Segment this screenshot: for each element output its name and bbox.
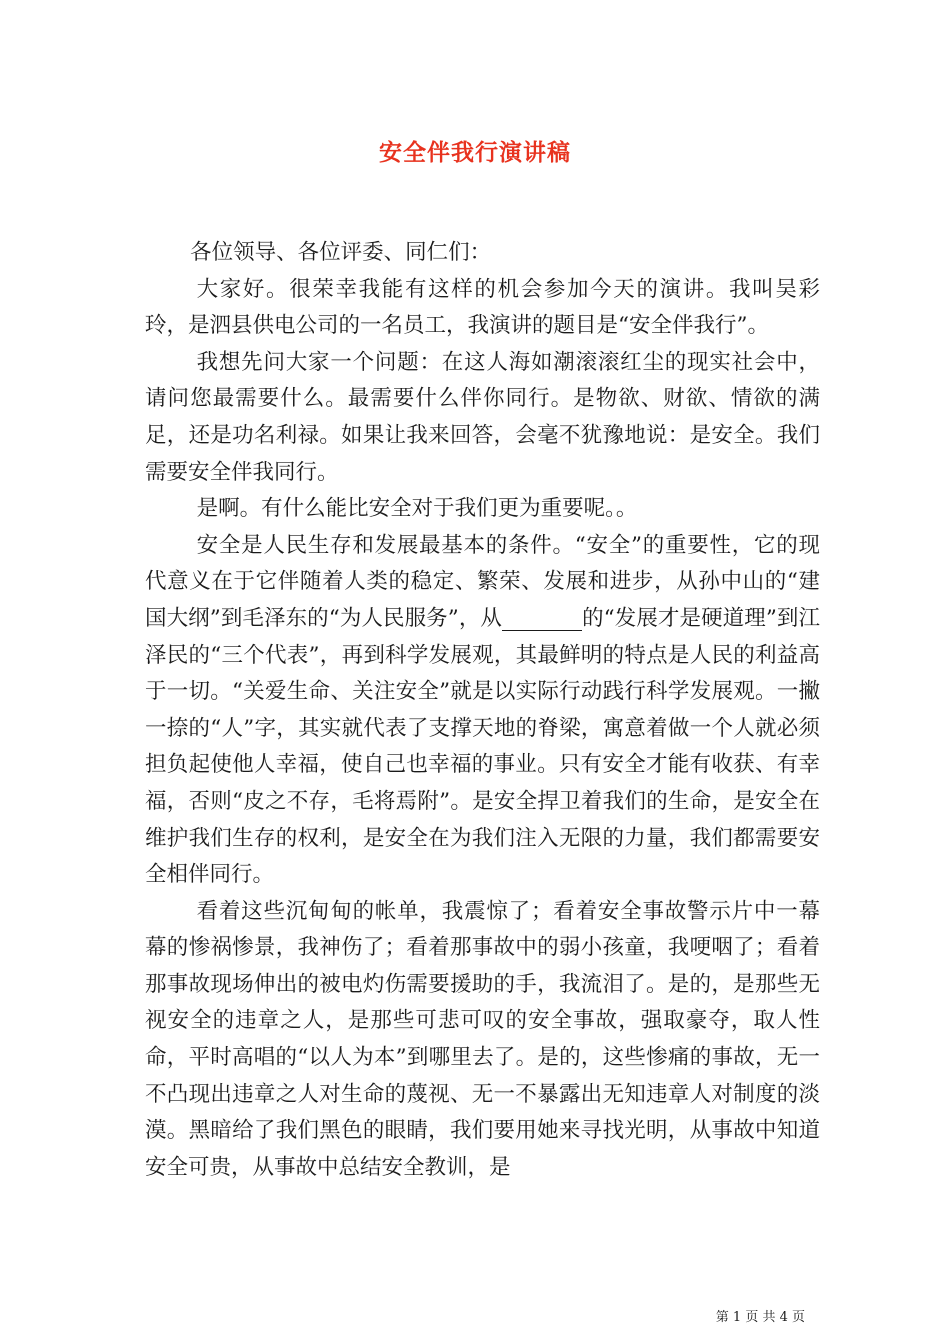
document-body xyxy=(145,235,820,1186)
paragraph-4-part-2: 的“发展才是硬道理”到江泽民的“三个代表”，再到科学发展观，其最鲜明的特点是人民的利益高于一切。“关爱生命、关注安全”就是以实际行动践行科学发展观。一撇一捺的“人”字，其实就代表了支撑天地的脊梁，寓意着做一个人就必须担负起使他人幸福，使自己也幸福的事业。只有安全才能有收获、有幸福，否则“皮之不存，毛将焉附”。是安全捍卫着我们的生命，是安全在维护我们生存的权利，是安全在为我们注入无限的力量，我们都需要安全相伴同行。 xyxy=(145,605,820,888)
page-number: 第 1 页 共 4 页 xyxy=(715,1310,805,1325)
fill-in-blank xyxy=(502,607,582,631)
paragraph-5: 看着这些沉甸甸的帐单，我震惊了；看着安全事故警示片中一幕幕的惨祸惨景，我神伤了；看着那事故中的弱小孩童，我哽咽了；看着那事故现场伸出的被电灼伤需要援助的手，我流泪了。是的，是那些无视安全的违章之人，是那些可悲可叹的安全事故，强取豪夺，取人性命，平时高唱的“以人为本”到哪里去了。是的，这些惨痛的事故，无一不凸现出违章之人对生命的蔑视、无一不暴露出无知违章人对制度的淡漠。黑暗给了我们黑色的眼睛，我们要用她来寻找光明，从事故中知道安全可贵，从事故中总结安全教训，是 xyxy=(145,898,820,1180)
paragraph-2: 我想先问大家一个问题：在这人海如潮滚滚红尘的现实社会中，请问您最需要什么。最需要什么伴你同行。是物欲、财欲、情欲的满足，还是功名利禄。如果让我来回答，会毫不犹豫地说：是安全。我们需要安全伴我同行。 xyxy=(145,349,820,485)
paragraph-3: 是啊。有什么能比安全对于我们更为重要呢。。 xyxy=(196,496,638,522)
paragraph-4 xyxy=(145,528,820,894)
paragraph-4-part-1: 安全是人民生存和发展最基本的条件。“安全”的重要性，它的现代意义在于它伴随着人类的稳定、繁荣、发展和进步，从孙中山的“建国大纲”到毛泽东的“为人民服务”，从 xyxy=(145,532,820,631)
salutation: 各位领导、各位评委、同仁们： xyxy=(190,240,492,265)
document-title: 安全伴我行演讲稿 xyxy=(379,139,571,166)
paragraph-1: 大家好。很荣幸我能有这样的机会参加今天的演讲。我叫吴彩玲，是泗县供电公司的一名员工，我演讲的题目是“安全伴我行”。 xyxy=(145,276,820,339)
